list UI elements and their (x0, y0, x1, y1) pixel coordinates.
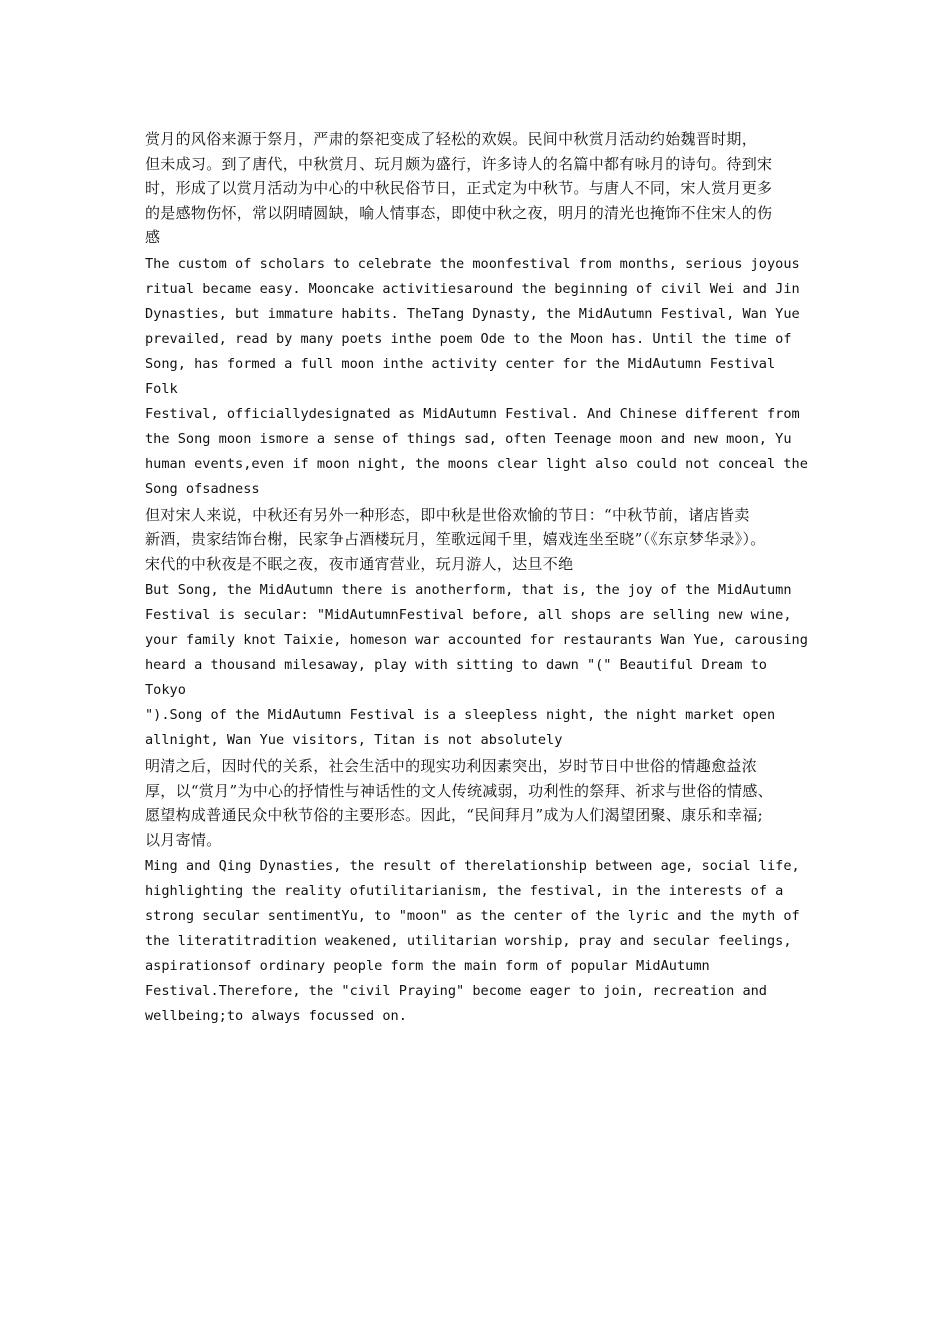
paragraph-en-2: But Song, the MidAutumn there is anotherform, that is, the joy of the MidAutumn Festival is secular: "MidAutumnFestival before, all shops are selling new wine, your family knot Taixie, homeson war accounted for restaurants Wan Yue, carousing heard a thousand milesaway, play with sitting to dawn "(" Beautiful Dream to Tokyo ").Song of the MidAutumn Festival is a sleepless night, the night market open allnight, Wan Yue visitors, Titan is not absolutely (145, 582, 808, 748)
paragraph-zh-1: 赏月的风俗来源于祭月，严肃的祭祀变成了轻松的欢娱。民间中秋赏月活动约始魏晋时期， 但未成习。到了唐代，中秋赏月、玩月颇为盛行，许多诗人的名篇中都有咏月的诗句。待到宋 时，形成了以赏月活动为中心的中秋民俗节日，正式定为中秋节。与唐人不同，宋人赏月更多 的是感物伤怀，常以阴晴圆缺，喻人情事态，即使中秋之夜，明月的清光也掩饰不住宋人的伤 感 (145, 130, 773, 246)
paragraph-en-3: Ming and Qing Dynasties, the result of therelationship between age, social life, highlighting the reality ofutilitarianism, the festival, in the interests of a strong secular sentimentYu, to "moon" as the center of the lyric and the myth of the literatitradition weakened, utilitarian worship, pray and secular feelings, aspirationsof ordinary people form the main form of popular MidAutumn Festival.Therefore, the "civil Praying" become eager to join, recreation and wellbeing;to always focussed on. (145, 858, 800, 1024)
paragraph-en-1: The custom of scholars to celebrate the moonfestival from months, serious joyous ritual became easy. Mooncake activitiesaround the beginning of civil Wei and Jin Dynasties, but immature habits. TheTang Dynasty, the MidAutumn Festival, Wan Yue prevailed, read by many poets inthe poem Ode to the Moon has. Until the time of Song, has formed a full moon inthe activity center for the MidAutumn Festival Folk Festival, officiallydesignated as MidAutumn Festival. And Chinese different from the Song moon ismore a sense of things sad, often Teenage moon and new moon, Yu human events,even if moon night, the moons clear light also could not conceal the Song ofsadness (145, 255, 808, 497)
paragraph-zh-3: 明清之后，因时代的关系，社会生活中的现实功利因素突出，岁时节日中世俗的情趣愈益浓 厚，以“赏月”为中心的抒情性与神话性的文人传统减弱，功利性的祭拜、祈求与世俗的情感、 愿望构成普通民众中秋节俗的主要形态。因此，“民间拜月”成为人们渴望团聚、康乐和幸福; 以月寄情。 (145, 757, 773, 849)
document-body (145, 127, 813, 1029)
paragraph-zh-2: 但对宋人来说，中秋还有另外一种形态，即中秋是世俗欢愉的节日：“中秋节前，诸店皆卖 新酒，贵家结饰台榭，民家争占酒楼玩月，笙歌远闻千里，嬉戏连坐至晓”（《东京梦华录》）。 宋代的中秋夜是不眠之夜，夜市通宵营业，玩月游人，达旦不绝 (145, 505, 766, 573)
